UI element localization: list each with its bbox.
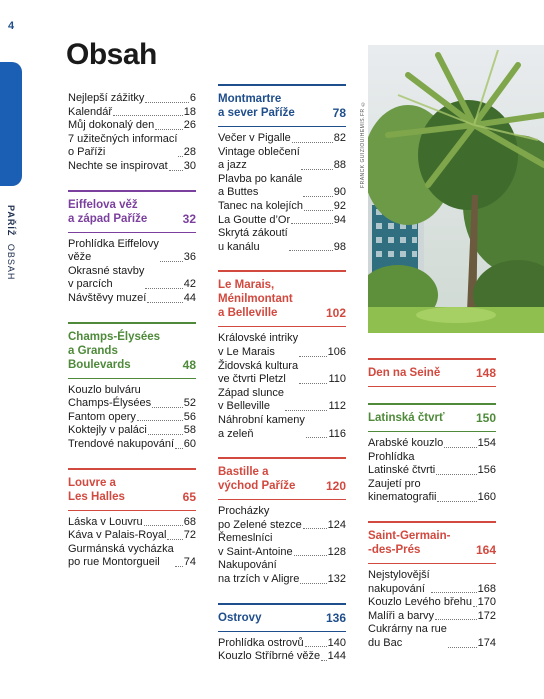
toc-entry[interactable] [218,650,346,664]
chapter-tab [0,62,22,186]
section-page: 102 [325,306,346,321]
toc-entry-title: Skrytá zákoutí u kanálu [218,227,288,253]
toc-entry-page: 82 [333,132,346,144]
toc-entry[interactable] [68,543,196,570]
section-page: 48 [182,357,196,372]
toc-entry[interactable] [218,532,346,559]
toc-entry-page: 170 [477,596,496,609]
toc-entry[interactable] [68,265,196,292]
toc-entry-title: Gurmánská vycházka po rue Montorgueil [68,542,174,569]
toc-entry-title: Můj dokonalý den [68,119,155,132]
section-page: 164 [475,542,496,557]
toc-entry-page: 98 [333,240,346,253]
page-title: Obsah [66,38,157,71]
section-heading[interactable] [368,411,496,432]
toc-entry[interactable] [368,596,496,610]
toc-entry-page: 28 [183,146,196,159]
toc-entry-page: 174 [477,636,496,649]
dot-leader [291,223,333,224]
section-heading[interactable] [68,330,196,379]
section-heading[interactable] [218,92,346,127]
toc-entry-title: Okrasné stavby v parcích [68,264,145,291]
toc-entry-page: 160 [477,491,496,504]
toc-section-champs-elysees [68,322,196,452]
toc-column-2 [218,84,346,680]
dot-leader [294,555,327,556]
toc-entry-title: Prohlídka Eiffelovy věže [68,237,159,264]
section-page: 150 [475,411,496,425]
toc-entry-page: 30 [183,159,196,172]
toc-entry-page: 18 [183,105,196,118]
section-heading[interactable] [68,198,196,233]
toc-entry-page: 154 [477,437,496,449]
dot-leader [299,356,327,357]
dot-leader [306,437,328,438]
toc-entry-title: Nejstylovější nakupování [368,568,430,595]
toc-entry-title: 7 užitečných informací o Paříži [68,132,178,159]
toc-entry-title: Tanec na kolejích [218,199,303,212]
dot-leader [321,660,327,661]
toc-entry-title: Nechte se inspirovat [68,159,168,172]
dot-leader [148,434,183,435]
dot-leader [169,170,183,171]
toc-entry[interactable] [68,238,196,265]
section-rule [368,403,496,405]
section-page: 136 [325,610,346,625]
toc-entry[interactable] [218,387,346,414]
toc-section-marais [218,270,346,441]
section-page: 78 [332,106,346,120]
toc-entry-page: 106 [327,345,346,358]
toc-entry[interactable] [68,160,196,174]
photo-credit: FRANCK GUIZIOU/HEMIS.FR © [360,100,366,188]
dot-leader [448,647,477,648]
dot-leader [431,592,477,593]
dot-leader [147,302,183,303]
toc-entry[interactable] [218,132,346,146]
running-header-city: PAŘÍŽ [6,205,16,237]
section-page: 32 [182,211,196,226]
dot-leader [175,566,183,567]
toc-column-1 [68,92,196,586]
section-title: Den na Seině [368,367,441,379]
toc-entry-page: 68 [183,515,196,528]
toc-entry-title: Trendové nakupování [68,437,174,450]
dot-leader [437,501,476,502]
toc-entry[interactable] [218,214,346,228]
toc-entry[interactable] [368,478,496,505]
dot-leader [300,583,326,584]
dot-leader [285,410,327,411]
toc-entry[interactable] [218,414,346,441]
toc-entry-page: 124 [327,518,346,531]
section-rule [68,190,196,192]
toc-entry-title: Kouzlo Stříbrné věže [218,650,321,663]
dot-leader [152,407,183,408]
toc-entry-title: Zaujetí pro kinematografii [368,477,437,504]
toc-entry[interactable] [368,623,496,650]
dot-leader [175,448,183,449]
section-page: 65 [182,489,196,504]
toc-section-bastille [218,457,346,587]
section-title: Latinská čtvrť [368,412,445,424]
toc-entry-page: 26 [183,119,196,132]
toc-entry-title: Vintage oblečení a jazz [218,145,300,172]
toc-entry[interactable] [68,92,196,106]
toc-entry-page: 56 [183,410,196,423]
toc-entry-title: Večer v Pigalle [218,132,291,144]
toc-entry-page: 92 [333,199,346,212]
section-title: Saint-Germain- -des-Prés [368,529,451,556]
toc-entry-page: 42 [183,278,196,291]
toc-section-seina [368,358,496,387]
section-rule [68,468,196,470]
toc-entry-page: 44 [183,291,196,304]
dot-leader [167,539,182,540]
dot-leader [144,525,183,526]
toc-entry[interactable] [218,173,346,200]
toc-entry[interactable] [68,133,196,160]
toc-entry-page: 94 [333,213,346,226]
dot-leader [145,102,188,103]
dot-leader [289,250,333,251]
toc-entry[interactable] [368,451,496,478]
dot-leader [304,210,333,211]
dot-leader [435,619,477,620]
dot-leader [137,420,183,421]
toc-column-3 [368,358,496,667]
toc-entry-page: 90 [333,186,346,199]
section-page: 120 [325,479,346,494]
toc-entry[interactable] [368,437,496,451]
section-rule [218,84,346,86]
toc-entry[interactable] [368,569,496,596]
toc-entry-title: La Goutte d’Or [218,213,291,226]
toc-entry[interactable] [218,559,346,586]
toc-entry[interactable] [218,332,346,359]
toc-entry-page: 132 [327,573,346,586]
toc-entry[interactable] [68,384,196,411]
section-title: Louvre a Les Halles [68,476,125,503]
toc-entry-page: 128 [327,545,346,558]
garden-photo-illustration [368,45,544,333]
dot-leader [113,115,183,116]
toc-entry[interactable] [368,610,496,624]
section-rule [218,603,346,605]
section-heading[interactable] [368,529,496,564]
toc-entry-title: Cukrárny na rue du Bac [368,623,447,649]
toc-entry[interactable] [218,637,346,651]
toc-entry-page: 140 [327,636,346,649]
toc-entry-title: Láska v Louvru [68,515,143,528]
toc-entry-title: Plavba po kanále a Buttes [218,172,303,199]
dot-leader [178,156,182,157]
toc-entry-title: Fantom opery [68,410,136,423]
section-title: Eiffelova věž a západ Paříže [68,198,148,225]
dot-leader [303,528,327,529]
toc-section-saint-germain [368,521,496,651]
toc-entry-page: 74 [183,556,196,569]
section-rule [68,322,196,324]
dot-leader [292,142,333,143]
garden-photo [368,45,544,333]
running-header [6,205,16,280]
section-rule [218,457,346,459]
section-rule [368,358,496,360]
toc-entry[interactable] [68,119,196,133]
toc-entry-page: 172 [477,609,496,622]
section-heading[interactable] [218,465,346,500]
toc-section-eiffel [68,190,196,306]
toc-entry-title: Náhrobní kameny a zeleň [218,413,305,440]
toc-entry-title: Arabské kouzlo [368,437,444,449]
dot-leader [145,288,182,289]
toc-entry[interactable] [68,411,196,425]
toc-entry-page: 58 [183,424,196,437]
toc-entry-title: Nakupování na trzích v Aligre [218,559,300,586]
toc-entry-title: Prohlídka Latinské čtvrti [368,450,436,477]
toc-entry-title: Malíři a barvy [368,609,435,622]
section-rule [218,270,346,272]
toc-entry[interactable] [68,516,196,530]
section-heading[interactable] [68,476,196,511]
dot-leader [436,474,476,475]
toc-entry-page: 168 [477,582,496,595]
toc-entry[interactable] [218,227,346,254]
section-heading[interactable] [218,611,346,632]
toc-entry-title: Řemeslníci v Saint-Antoine [218,532,293,558]
toc-entry[interactable] [218,360,346,387]
toc-entry-title: Západ slunce v Belleville [218,386,285,413]
toc-entry[interactable] [68,106,196,120]
section-title: Montmartre a sever Paříže [218,93,295,119]
toc-entry-title: Královské intriky v Le Marais [218,332,299,358]
section-rule [368,521,496,523]
toc-entry-title: Kalendář [68,105,113,118]
section-heading[interactable] [368,366,496,387]
section-title: Champs-Élysées a Grands Boulevards [68,330,161,371]
toc-entry[interactable] [68,424,196,438]
toc-entry-title: Koktejly v paláci [68,424,147,437]
section-page: 148 [475,366,496,380]
toc-section-latinska [368,403,496,505]
toc-entry-page: 6 [189,92,196,104]
toc-entry-title: Kouzlo bulváru Champs-Élysées [68,383,152,410]
dot-leader [301,169,333,170]
toc-entry-page: 88 [333,159,346,172]
toc-entry-page: 36 [183,251,196,264]
toc-entry[interactable] [68,438,196,452]
toc-entry[interactable] [68,292,196,306]
toc-entry-page: 116 [328,427,346,440]
toc-entry-title: Židovská kultura ve čtvrti Pletzl [218,359,299,386]
section-title: Bastille a východ Paříže [218,466,296,493]
toc-entry-title: Káva v Palais-Royal [68,529,167,542]
toc-entry-title: Prohlídka ostrovů [218,636,304,649]
toc-entry-title: Návštěvy muzeí [68,291,147,304]
section-heading[interactable] [218,278,346,327]
running-header-chapter: OBSAH [6,243,16,281]
toc-entry-page: 144 [327,650,346,663]
toc-entry[interactable] [218,505,346,532]
toc-entry[interactable] [218,146,346,173]
toc-section-montmartre [218,84,346,254]
toc-entry-title: Kouzlo Levého břehu [368,596,472,609]
dot-leader [303,196,332,197]
section-title: Ostrovy [218,611,262,624]
dot-leader [444,447,476,448]
dot-leader [155,129,183,130]
toc-entry-page: 110 [328,373,346,386]
toc-entry[interactable] [218,200,346,214]
section-title: Le Marais, Ménilmontant a Belleville [218,279,293,320]
dot-leader [305,646,327,647]
toc-entry-page: 156 [477,464,496,477]
toc-entry[interactable] [68,529,196,543]
toc-entry-page: 112 [328,400,346,413]
toc-intro [68,92,196,174]
dot-leader [299,383,327,384]
toc-entry-page: 60 [183,437,196,450]
dot-leader [160,261,183,262]
toc-entry-title: Procházky po Zelené stezce [218,505,302,531]
toc-entry-page: 52 [183,397,196,410]
page-number: 4 [8,20,15,32]
toc-entry-title: Nejlepší zážitky [68,92,145,104]
toc-section-louvre [68,468,196,570]
toc-section-ostrovy [218,603,346,664]
toc-entry-page: 72 [183,529,196,542]
dot-leader [473,606,477,607]
